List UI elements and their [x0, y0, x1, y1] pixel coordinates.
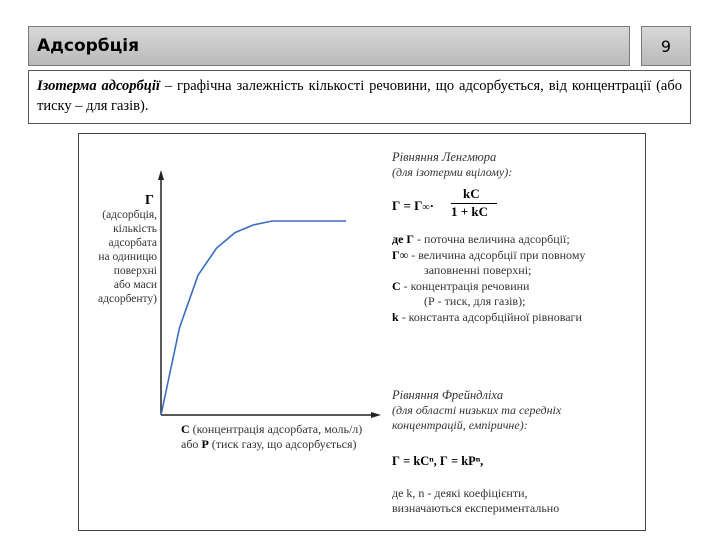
- x-axis-label-line2: або Р (тиск газу, що адсорбується): [181, 437, 357, 451]
- freundlich-subtitle-2: концентрацій, емпіричне):: [392, 418, 528, 432]
- y-axis-symbol: Г: [145, 193, 154, 208]
- isotherm-curve: [161, 221, 346, 415]
- freundlich-title: Рівняння Фрейндліха: [392, 388, 504, 402]
- langmuir-explanation-line: k - константа адсорбційної рівноваги: [392, 309, 582, 324]
- freundlich-formula: Г = kCⁿ, Г = kPⁿ,: [392, 454, 484, 468]
- slide-title-bar: [28, 26, 630, 66]
- langmuir-explanation-line: Г∞ - величина адсорбції при повному: [392, 247, 586, 262]
- x-axis-label-line1: С (концентрація адсорбата, моль/л): [181, 422, 363, 436]
- isotherm-chart: [79, 134, 647, 532]
- y-axis-description-line: поверхні: [113, 265, 157, 277]
- langmuir-explanation-line: С - концентрація речовини: [392, 278, 530, 293]
- y-axis-description-line: кількість: [113, 223, 157, 235]
- langmuir-numerator: kC: [463, 186, 480, 201]
- y-axis-description-line: адсорбата: [108, 237, 157, 249]
- freundlich-note-1: де k, n - деякі коефіцієнти,: [392, 486, 528, 500]
- slide-title: Адсорбція: [37, 36, 140, 56]
- freundlich-subtitle-1: (для області низьких та середніх: [392, 403, 562, 417]
- x-axis-arrow: [371, 412, 381, 418]
- y-axis-description-line: або маси: [113, 279, 157, 291]
- y-axis-description-line: (адсорбція,: [102, 209, 157, 221]
- langmuir-explanation-line: де Г - поточна величина адсорбції;: [392, 232, 570, 246]
- y-axis-description-line: на одиницю: [98, 251, 157, 263]
- langmuir-explanation-line: заповненні поверхні;: [424, 263, 532, 277]
- langmuir-denominator: 1 + kC: [451, 204, 489, 219]
- definition-box: [28, 70, 691, 124]
- langmuir-formula-left: Г = Г∞·: [392, 198, 434, 213]
- langmuir-title: Рівняння Ленгмюра: [392, 150, 497, 164]
- definition-term: Ізотерма адсорбції: [37, 78, 160, 94]
- definition-text: – графічна залежність кількості речовини, що адсорбується, від концентрації (або тиску – для газів).: [37, 78, 682, 114]
- freundlich-note-2: визначаються експериментально: [392, 501, 560, 515]
- langmuir-subtitle: (для ізотерми вцілому):: [392, 165, 513, 179]
- y-axis-arrow: [158, 170, 164, 180]
- page-number: 9: [641, 26, 691, 66]
- y-axis-description-line: адсорбенту): [98, 293, 157, 305]
- langmuir-explanation-line: (Р - тиск, для газів);: [424, 294, 526, 308]
- figure-frame: [78, 133, 646, 531]
